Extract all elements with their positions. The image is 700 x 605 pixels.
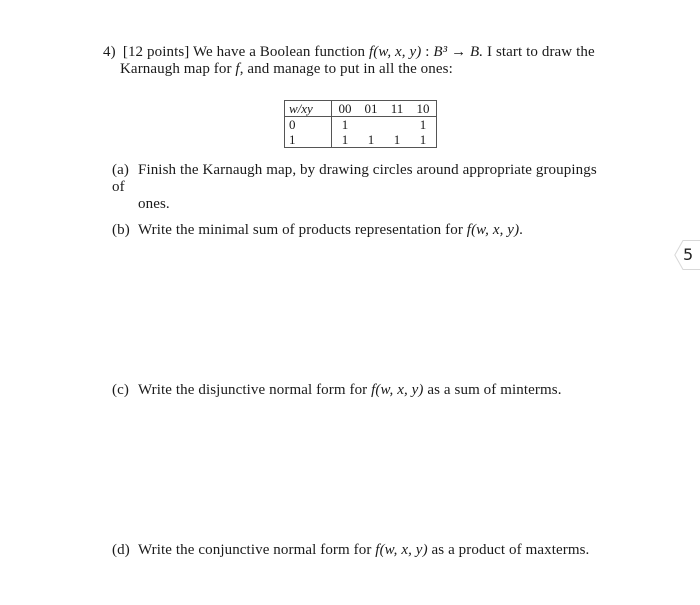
domain-codomain: B³ → B. xyxy=(433,44,484,60)
problem-points: [12 points] xyxy=(122,44,190,60)
kmap-corner-label: w/xy xyxy=(285,101,332,117)
kmap-cell: 1 xyxy=(341,117,349,132)
kmap-cell xyxy=(358,117,384,133)
part-b-label: (b) xyxy=(112,222,130,238)
part-c xyxy=(112,382,612,399)
kmap-row-label: 0 xyxy=(285,117,332,133)
part-c-text: Write the disjunctive normal form for xyxy=(138,382,368,398)
problem-line-1 xyxy=(103,44,623,61)
kmap-col-header: 11 xyxy=(384,101,410,117)
kmap-col-header: 01 xyxy=(358,101,384,117)
part-c-tail: as a sum of minterms. xyxy=(427,382,562,398)
part-d xyxy=(112,542,612,559)
part-c-label: (c) xyxy=(112,382,129,398)
part-b-math: f(w, x, y) xyxy=(466,222,520,238)
part-c-math: f(w, x, y) xyxy=(371,382,424,398)
problem-line2-text-1: Karnaugh map for xyxy=(120,61,232,77)
part-b-text: Write the minimal sum of products representation for xyxy=(138,222,463,238)
kmap-cell: 1 xyxy=(332,132,359,148)
problem-statement xyxy=(103,44,623,78)
page-number-badge[interactable] xyxy=(674,240,700,270)
kmap-col-header: 10 xyxy=(410,101,437,117)
kmap-cell: 1 xyxy=(358,132,384,148)
part-b-tail: . xyxy=(519,222,524,238)
colon: : xyxy=(425,44,430,60)
part-d-tail: as a product of maxterms. xyxy=(431,542,590,558)
part-a-text-continued: ones. xyxy=(138,196,170,212)
part-a-text: Finish the Karnaugh map, by drawing circles around appropriate groupings of xyxy=(112,162,597,195)
kmap-cell: 1 xyxy=(384,132,410,148)
function-signature: f(w, x, y) xyxy=(369,44,422,60)
function-f: f xyxy=(235,61,240,77)
kmap-header-row xyxy=(285,101,437,117)
problem-line2-text-2: , and manage to put in all the ones: xyxy=(239,61,453,77)
part-a xyxy=(112,162,612,213)
karnaugh-map-table xyxy=(284,100,437,148)
part-d-math: f(w, x, y) xyxy=(375,542,428,558)
part-a-label: (a) xyxy=(112,162,129,178)
page-number: 5 xyxy=(683,245,694,264)
kmap-cell xyxy=(384,117,410,133)
problem-intro-1: We have a Boolean function xyxy=(192,44,366,60)
part-d-label: (d) xyxy=(112,542,130,558)
problem-number: 4) xyxy=(103,44,116,60)
kmap-row xyxy=(285,132,437,148)
part-d-text: Write the conjunctive normal form for xyxy=(138,542,372,558)
kmap-row-label: 1 xyxy=(285,132,332,148)
problem-line-2 xyxy=(103,61,623,78)
part-b xyxy=(112,222,612,239)
kmap-row xyxy=(285,117,437,133)
kmap-cell: 1 xyxy=(410,117,437,133)
kmap-cell: 1 xyxy=(410,132,437,148)
kmap-col-header: 00 xyxy=(332,101,359,117)
problem-intro-2: I start to draw the xyxy=(487,44,595,60)
